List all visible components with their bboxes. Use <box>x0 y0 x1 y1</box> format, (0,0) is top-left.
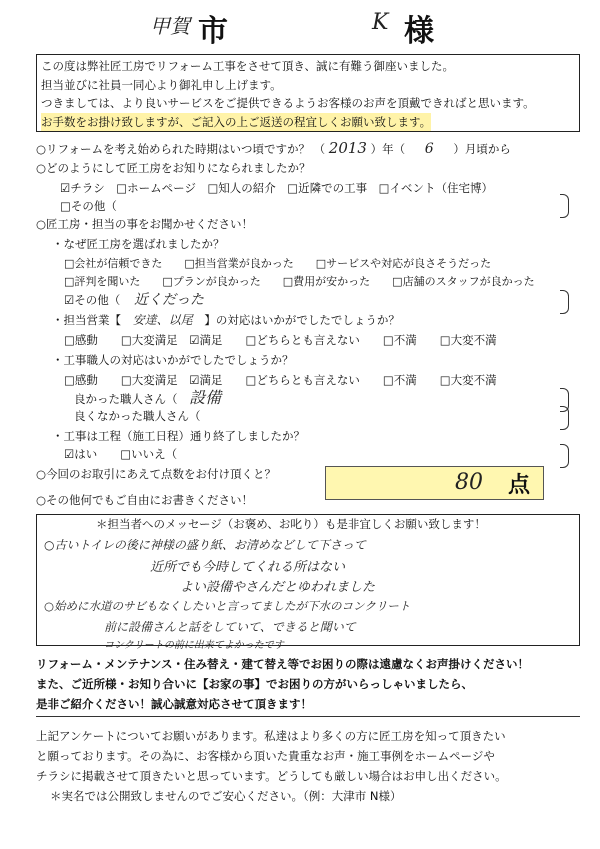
comment-line: ○始めに水道のサビもなくしたいと言ってましたが下水のコンクリート <box>44 599 411 613</box>
footer-line: リフォーム・メンテナンス・住み替え・建て替え等でお困りの際は遠慮なくお声掛けください！ <box>36 657 529 671</box>
footer-line: 上記アンケートについてお願いがあります。私達はより多くの方に匠工房を知って頂きたい <box>36 729 506 743</box>
comment-title: ＊担当者へのメッセージ（お褒め、お叱り）も是非宜しくお願い致します！ <box>96 517 486 531</box>
comment-line: ○古いトイレの後に神様の盛り紙、お清めなどして下さって <box>44 538 366 552</box>
bracket <box>560 406 569 430</box>
why-other-answer: 近くだった <box>133 292 204 308</box>
question-timing <box>36 140 511 157</box>
staff-label-suffix: 】の対応はいかがでしたでしょうか？ <box>204 313 400 327</box>
bracket <box>560 444 569 468</box>
section-feedback: ○匠工房・担当の事をお聞かせください！ <box>36 217 254 231</box>
comment-line: よい設備やさんだとゆわれました <box>180 580 376 595</box>
why-options-1: □会社が信頼できた □担当営業が良かった □サービスや対応が良さそうだった <box>64 257 492 270</box>
bracket <box>560 194 569 218</box>
why-options-2: □評判を聞いた □プランが良かった □費用が安かった □店舗のスタッフが良かった <box>64 275 535 288</box>
paren: （ <box>313 142 326 156</box>
year-suffix: ）年（ <box>370 142 406 156</box>
staff-rating-options: □感動 □大変満足 ☑満足 □どちらとも言えない □不満 □大変不満 <box>64 333 497 347</box>
footer-line: 是非ご紹介ください！誠心誠意対応させて頂きます！ <box>36 697 312 711</box>
schedule-options: ☑はい □いいえ（ <box>64 447 178 461</box>
intro-box <box>36 54 580 132</box>
intro-highlight-line: お手数をお掛け致しますが、ご記入の上ご返送の程宜しくお願い致します。 <box>41 113 431 132</box>
footer-line: ＊実名では公開致しませんのでご安心ください。（例：大津市 N様） <box>50 789 402 803</box>
header <box>0 6 600 50</box>
month-suffix: ）月頃から <box>453 142 511 156</box>
question-free: ○その他何でもご自由にお書きください！ <box>36 493 254 507</box>
intro-line: 担当並びに社員一同心より御礼申し上げます。 <box>41 77 282 92</box>
bracket <box>560 290 569 314</box>
comment-line: 前に設備さんと話をしていて、できると聞いて <box>104 620 356 634</box>
question-source: ○どのようにして匠工房をお知りになられましたか？ <box>36 161 311 175</box>
why-other <box>64 292 204 308</box>
comment-line: 近所でも今時してくれる所はない <box>150 560 346 575</box>
customer-initial: K <box>372 10 389 35</box>
question-label: ○リフォームを考え始められた時期はいつ頃ですか？ <box>36 142 310 156</box>
good-craftsman <box>74 390 221 407</box>
question-sales-staff <box>52 312 400 328</box>
footer-line: また、ご近所様・お知り合いに【お家の事】でお困りの方がいらっしゃいましたら、 <box>36 677 473 691</box>
staff-label-prefix: ・担当営業【 <box>52 313 121 327</box>
source-options: ☑チラシ □ホームページ □知人の紹介 □近隣での工事 □イベント（住宅博） <box>60 181 494 195</box>
month-answer: 6 <box>424 141 434 157</box>
good-craftsman-answer: 設備 <box>189 388 222 407</box>
intro-line: つきましては、より良いサービスをご提供できるようお客様のお声を頂戴できればと思います。 <box>41 96 535 110</box>
question-craftsmen: ・工事職人の対応はいかがでしたでしょうか？ <box>52 353 294 367</box>
city-suffix: 市 <box>198 14 228 49</box>
footer-line: チラシに掲載させて頂きたいと思っています。どうしても厳しい場合はお申し出ください。 <box>36 769 507 783</box>
footer-line: と願っております。その為に、お客様から頂いた貴重なお声・施工事例をホームページや <box>36 749 495 763</box>
divider <box>36 716 580 717</box>
comment-line: コンクリートの前に出来てよかったです <box>104 640 284 651</box>
good-craftsman-label: 良かった職人さん（ <box>74 392 178 406</box>
score-unit: 点 <box>508 473 531 498</box>
bad-craftsman-label: 良くなかった職人さん（ <box>74 409 201 423</box>
staff-name: 安達、以尾 <box>132 313 193 327</box>
source-other: □その他（ <box>60 199 117 213</box>
question-why: ・なぜ匠工房を選ばれましたか？ <box>52 237 225 251</box>
why-other-label: ☑その他（ <box>64 293 121 307</box>
question-score: ○今回のお取引にあえて点数をお付け頂くと？ <box>36 467 277 481</box>
craft-rating-options: □感動 □大変満足 ☑満足 □どちらとも言えない □不満 □大変不満 <box>64 373 497 387</box>
year-answer: 2013 <box>328 139 367 157</box>
intro-line: この度は弊社匠工房でリフォーム工事をさせて頂き、誠に有難う御座いました。 <box>41 59 454 73</box>
honorific: 様 <box>404 14 434 49</box>
score-value: 80 <box>455 470 483 495</box>
city-handwritten: 甲賀 <box>150 14 190 38</box>
question-schedule: ・工事は工程（施工日程）通り終了しましたか？ <box>52 429 305 443</box>
